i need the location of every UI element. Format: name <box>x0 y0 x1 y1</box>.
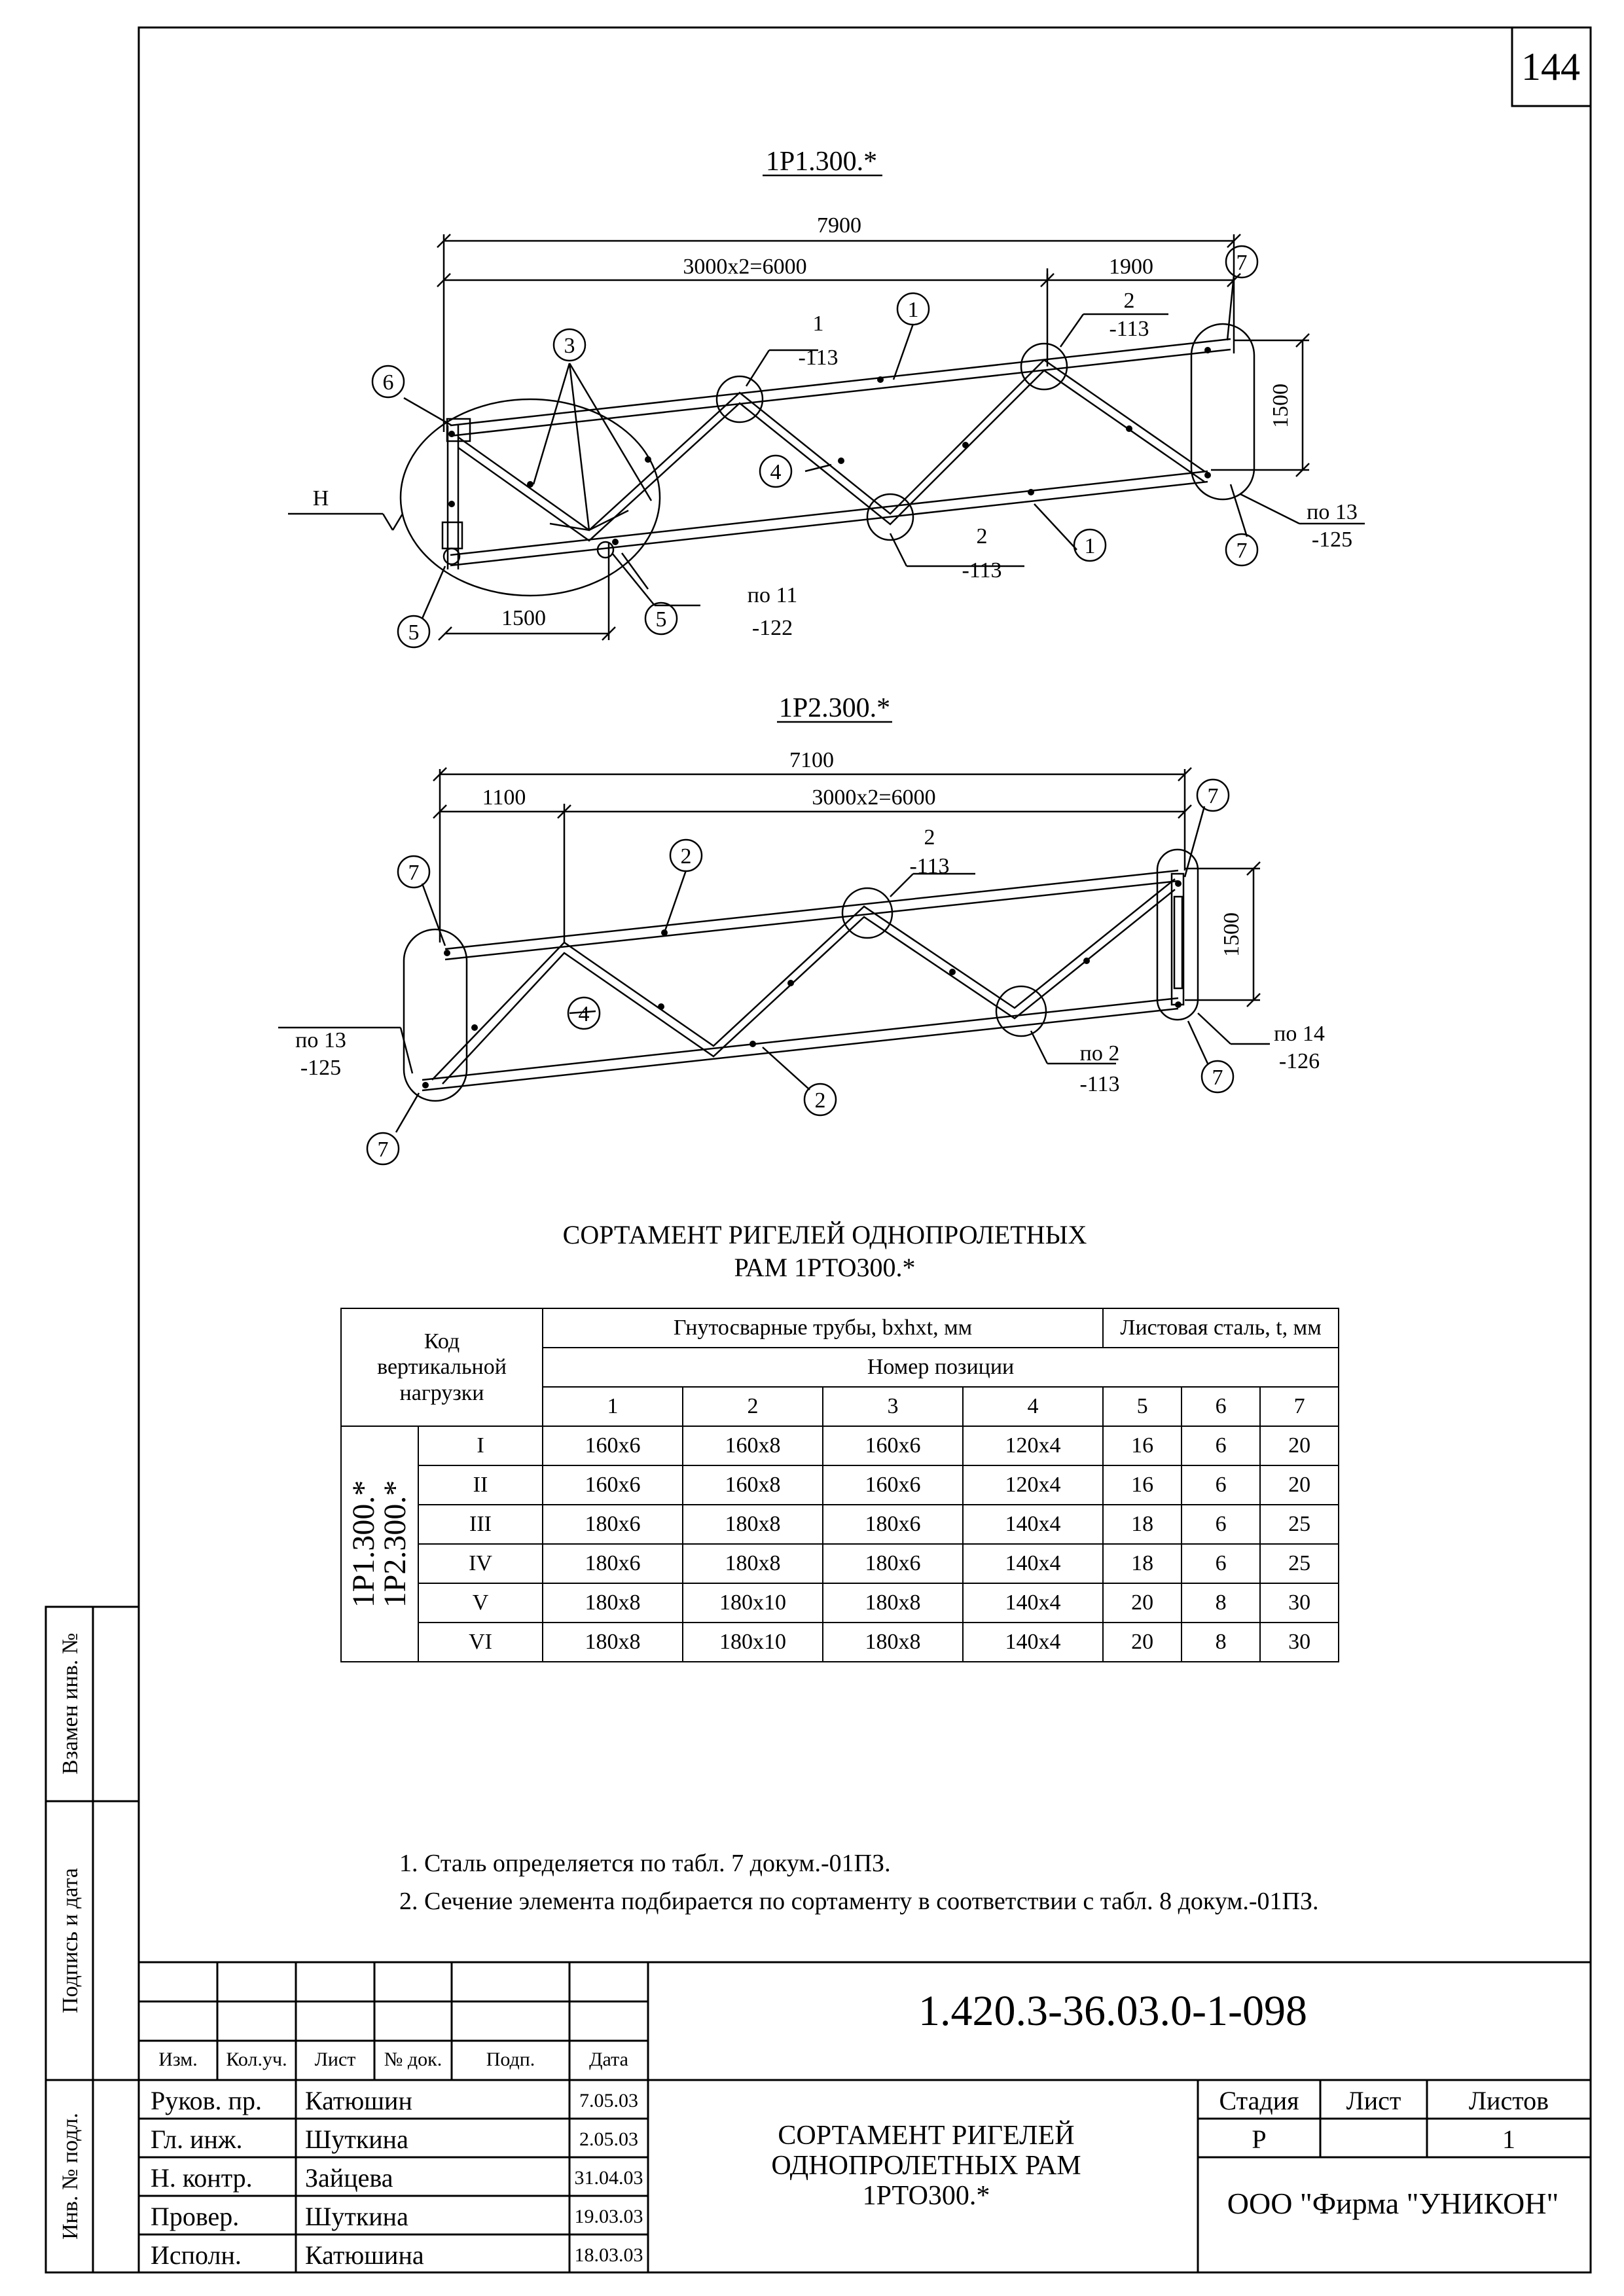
role-4: Провер. <box>151 2202 240 2231</box>
table-cell: 160x6 <box>543 1426 683 1465</box>
svg-text:-122: -122 <box>751 616 793 640</box>
table-row <box>341 1465 1339 1505</box>
table-cell: 180x6 <box>543 1505 683 1544</box>
table-cell: 20 <box>1103 1623 1182 1662</box>
row-code: II <box>418 1465 543 1505</box>
sheet-number: 144 <box>1521 45 1580 88</box>
name-4: Шуткина <box>305 2202 408 2231</box>
svg-text:-113: -113 <box>909 854 950 878</box>
header-doc: № док. <box>384 2049 442 2070</box>
svg-text:7: 7 <box>408 861 420 885</box>
svg-text:1: 1 <box>812 312 824 336</box>
svg-text:3000х2=6000: 3000х2=6000 <box>812 785 936 810</box>
table-cell: 180x6 <box>543 1544 683 1583</box>
table-title-line1: СОРТАМЕНТ РИГЕЛЕЙ ОДНОПРОЛЕТНЫХ <box>562 1220 1087 1249</box>
frame1-text <box>313 147 1358 645</box>
table-cell: 180x10 <box>683 1583 823 1623</box>
table-cell: 20 <box>1260 1465 1339 1505</box>
table-cell: 160x6 <box>543 1465 683 1505</box>
svg-text:-113: -113 <box>1109 317 1149 341</box>
table-cell: 16 <box>1103 1426 1182 1465</box>
table-row <box>341 1505 1339 1544</box>
svg-text:5: 5 <box>655 607 667 632</box>
position-2: 2 <box>683 1387 823 1426</box>
date-3: 31.04.03 <box>574 2167 643 2189</box>
svg-text:5: 5 <box>408 620 420 645</box>
name-5: Катюшина <box>305 2240 424 2270</box>
table-cell: 30 <box>1260 1583 1339 1623</box>
notes <box>399 1844 1319 1920</box>
code-header: Код вертикальной нагрузки <box>341 1308 543 1426</box>
stage-header: Стадия <box>1219 2086 1299 2115</box>
table-cell: 18 <box>1103 1544 1182 1583</box>
table-cell: 8 <box>1182 1583 1260 1623</box>
row-code: IV <box>418 1544 543 1583</box>
table-cell: 180x8 <box>823 1583 963 1623</box>
sheet-frame <box>139 27 1591 2272</box>
date-2: 2.05.03 <box>579 2128 638 2150</box>
sheet-title-line1: СОРТАМЕНТ РИГЕЛЕЙ <box>778 2121 1075 2151</box>
table-title-line2: РАМ 1РТО300.* <box>734 1253 916 1282</box>
table-row <box>341 1583 1339 1623</box>
svg-text:-113: -113 <box>1079 1072 1120 1096</box>
svg-text:3: 3 <box>564 334 575 358</box>
svg-text:по 11: по 11 <box>747 583 798 607</box>
table-cell: 6 <box>1182 1426 1260 1465</box>
date-5: 18.03.03 <box>574 2244 643 2266</box>
table-cell: 160x6 <box>823 1426 963 1465</box>
header-list: Лист <box>314 2049 356 2070</box>
svg-text:2: 2 <box>976 524 988 548</box>
sheets-value: 1 <box>1502 2125 1515 2154</box>
svg-text:7: 7 <box>1236 251 1248 275</box>
svg-text:по 14: по 14 <box>1274 1022 1325 1046</box>
svg-text:2: 2 <box>924 825 935 850</box>
table-cell: 6 <box>1182 1505 1260 1544</box>
note-1: 1. Сталь определяется по табл. 7 докум.-01ПЗ. <box>399 1850 891 1877</box>
row-code: V <box>418 1583 543 1623</box>
svg-text:-125: -125 <box>1311 528 1353 552</box>
frame1-title: 1Р1.300.* <box>765 147 878 177</box>
pipes-header: Гнутосварные трубы, bxhxt, мм <box>543 1308 1103 1348</box>
svg-text:7100: 7100 <box>789 748 834 772</box>
document-code: 1.420.3-36.03.0-1-098 <box>918 1987 1307 2035</box>
svg-text:7: 7 <box>1236 539 1248 563</box>
table-row <box>341 1426 1339 1465</box>
table-cell: 180x10 <box>683 1623 823 1662</box>
svg-text:7: 7 <box>377 1138 389 1162</box>
svg-text:по 13: по 13 <box>1307 500 1358 524</box>
table-cell: 180x8 <box>683 1505 823 1544</box>
position-3: 3 <box>823 1387 963 1426</box>
table-cell: 180x6 <box>823 1505 963 1544</box>
table-cell: 6 <box>1182 1465 1260 1505</box>
name-3: Зайцева <box>305 2163 393 2193</box>
table-cell: 180x8 <box>683 1544 823 1583</box>
table-cell: 140x4 <box>963 1583 1103 1623</box>
sortament-table <box>340 1308 1339 1662</box>
header-izm: Изм. <box>158 2049 198 2070</box>
svg-text:1500: 1500 <box>1269 384 1293 428</box>
table-cell: 18 <box>1103 1505 1182 1544</box>
svg-text:-125: -125 <box>300 1056 342 1080</box>
svg-text:по 2: по 2 <box>1079 1041 1120 1066</box>
table-cell: 25 <box>1260 1544 1339 1583</box>
group-label-2: 1Р2.300.* <box>378 1480 412 1608</box>
header-podp: Подп. <box>486 2049 535 2070</box>
position-6: 6 <box>1182 1387 1260 1426</box>
sheet-title-line3: 1РТО300.* <box>862 2181 990 2211</box>
note-2: 2. Сечение элемента подбирается по сортаменту в соответствии с табл. 8 докум.-01ПЗ. <box>399 1888 1319 1915</box>
sheet-title-line2: ОДНОПРОЛЕТНЫХ РАМ <box>771 2151 1081 2181</box>
table-cell: 120x4 <box>963 1465 1103 1505</box>
svg-text:Н: Н <box>312 486 329 511</box>
table-cell: 160x8 <box>683 1426 823 1465</box>
frame2-title: 1Р2.300.* <box>778 693 891 723</box>
svg-text:7900: 7900 <box>817 213 861 238</box>
date-1: 7.05.03 <box>579 2090 638 2111</box>
svg-text:-113: -113 <box>798 346 839 370</box>
group-label <box>348 1480 411 1608</box>
table-cell: 20 <box>1103 1583 1182 1623</box>
header-date: Дата <box>589 2049 628 2070</box>
svg-text:2: 2 <box>680 844 692 869</box>
role-1: Руков. пр. <box>151 2086 262 2115</box>
side-stamp-podpis: Подпись и дата <box>58 1868 82 2013</box>
table-cell: 20 <box>1260 1426 1339 1465</box>
row-code: I <box>418 1426 543 1465</box>
svg-text:1500: 1500 <box>501 606 546 630</box>
position-1: 1 <box>543 1387 683 1426</box>
svg-text:6: 6 <box>382 370 394 395</box>
frame1-drawing <box>288 234 1365 647</box>
table-cell: 180x8 <box>543 1583 683 1623</box>
table-cell: 30 <box>1260 1623 1339 1662</box>
table-cell: 140x4 <box>963 1623 1103 1662</box>
name-1: Катюшин <box>305 2086 412 2115</box>
table-cell: 6 <box>1182 1544 1260 1583</box>
svg-text:1500: 1500 <box>1219 912 1244 957</box>
svg-text:1: 1 <box>1084 534 1096 558</box>
table-cell: 140x4 <box>963 1505 1103 1544</box>
table-cell: 180x6 <box>823 1544 963 1583</box>
svg-text:1900: 1900 <box>1109 255 1153 279</box>
table-cell: 25 <box>1260 1505 1339 1544</box>
svg-text:по 13: по 13 <box>295 1028 346 1052</box>
date-4: 19.03.03 <box>574 2206 643 2227</box>
svg-text:2: 2 <box>814 1088 826 1113</box>
position-header: Номер позиции <box>543 1348 1339 1387</box>
svg-text:4: 4 <box>578 1002 590 1026</box>
table-row <box>341 1623 1339 1662</box>
svg-text:1100: 1100 <box>482 785 526 810</box>
position-5: 5 <box>1103 1387 1182 1426</box>
name-2: Шуткина <box>305 2125 408 2154</box>
svg-text:7: 7 <box>1207 784 1219 808</box>
table-cell: 16 <box>1103 1465 1182 1505</box>
table-cell: 160x8 <box>683 1465 823 1505</box>
role-3: Н. контр. <box>151 2163 253 2193</box>
row-code: III <box>418 1505 543 1544</box>
row-code: VI <box>418 1623 543 1662</box>
frame2-text <box>295 693 1325 1162</box>
svg-text:2: 2 <box>1123 289 1135 313</box>
company-name: ООО "Фирма "УНИКОН" <box>1227 2187 1559 2220</box>
table-cell: 8 <box>1182 1623 1260 1662</box>
table-cell: 180x8 <box>543 1623 683 1662</box>
sheets-header: Листов <box>1468 2086 1549 2115</box>
table-cell: 180x8 <box>823 1623 963 1662</box>
table-cell: 160x6 <box>823 1465 963 1505</box>
table-title <box>393 1219 1257 1284</box>
table-cell: 120x4 <box>963 1426 1103 1465</box>
table-cell: 140x4 <box>963 1544 1103 1583</box>
table-row <box>341 1544 1339 1583</box>
group-label-cell <box>341 1426 418 1662</box>
stage-value: Р <box>1252 2125 1267 2154</box>
svg-text:3000х2=6000: 3000х2=6000 <box>683 255 807 279</box>
role-2: Гл. инж. <box>151 2125 243 2154</box>
sheet-title <box>655 2121 1198 2211</box>
group-label-1: 1Р1.300.* <box>346 1480 381 1608</box>
svg-text:7: 7 <box>1212 1066 1223 1090</box>
side-stamp-inv: Инв. № подл. <box>58 2113 82 2240</box>
header-kol: Кол.уч. <box>226 2049 287 2070</box>
svg-text:-113: -113 <box>962 558 1002 583</box>
svg-text:-126: -126 <box>1278 1049 1320 1073</box>
svg-text:4: 4 <box>770 460 782 484</box>
frame2-drawing <box>278 768 1270 1164</box>
position-7: 7 <box>1260 1387 1339 1426</box>
role-5: Исполн. <box>151 2240 242 2270</box>
sheet-header: Лист <box>1346 2086 1401 2115</box>
sheet-steel-header: Листовая сталь, t, мм <box>1103 1308 1339 1348</box>
side-stamp-vzamen: Взамен инв. № <box>58 1632 82 1775</box>
position-4: 4 <box>963 1387 1103 1426</box>
svg-text:1: 1 <box>907 298 919 322</box>
